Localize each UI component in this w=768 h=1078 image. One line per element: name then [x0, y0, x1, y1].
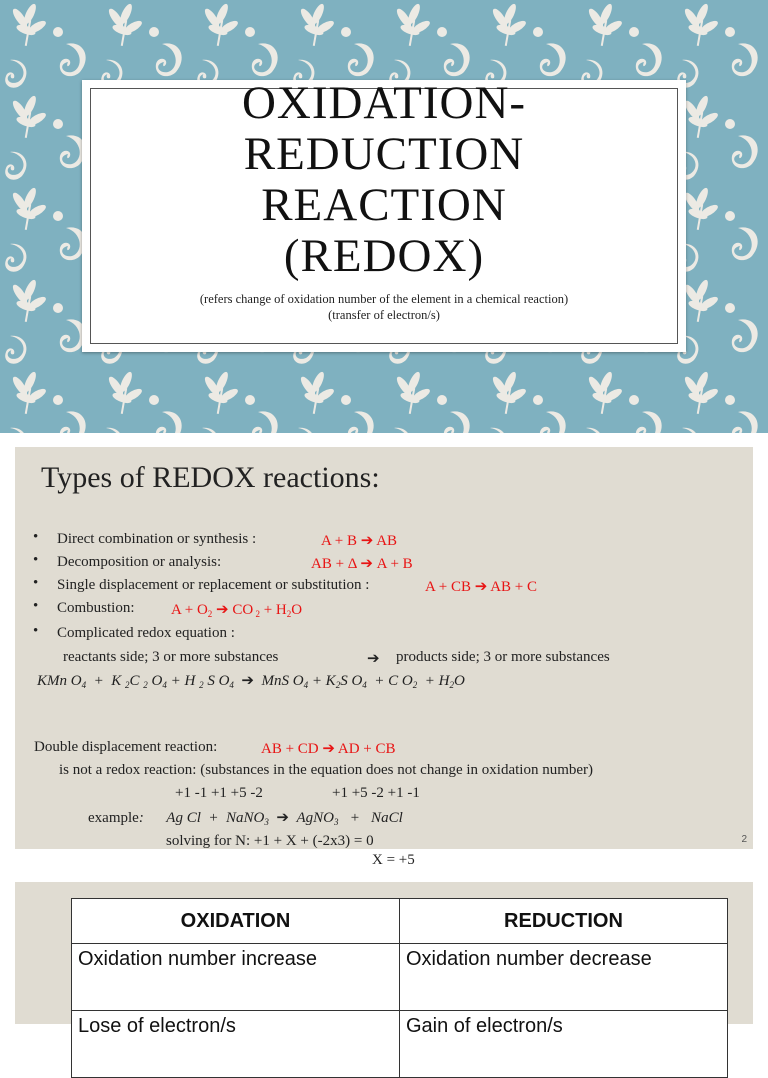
table-row	[72, 1011, 728, 1078]
header-oxidation: OXIDATION	[72, 899, 400, 944]
complicated-equation: KMn $O_4 + K$ $_2$C $_2$ $O_4 + H$ $_2$ S $O_4$ ➔ MnS $O_4 + K_2S$ $O_4 + C$ $O_2 + H_2O$	[37, 673, 465, 690]
slide-heading: Types of REDOX reactions:	[41, 461, 380, 494]
cell-reduction: Oxidation number decrease	[400, 944, 728, 1011]
x-value-text: X = +5	[372, 852, 415, 868]
bullet-dot: •	[33, 529, 39, 545]
title-line: (REDOX)	[283, 230, 485, 282]
comparison-slide	[15, 882, 753, 1037]
slide-title	[82, 78, 686, 282]
title-line: REDUCTION	[243, 128, 525, 180]
reactants-text: reactants side; 3 or more substances	[63, 649, 279, 665]
bullet-single-displacement-equation: A + CB ➔ AB + C	[425, 579, 538, 595]
cell-oxidation: Oxidation number increase	[72, 944, 400, 1011]
title-slide	[0, 0, 768, 433]
bullet-dot: •	[33, 552, 39, 568]
title-line: OXIDATION-	[241, 77, 527, 129]
bullet-synthesis-label: Direct combination or synthesis :	[57, 531, 257, 547]
oxidation-numbers-left: +1 -1 +1 +5 -2	[175, 785, 263, 801]
title-line: REACTION	[261, 179, 507, 231]
double-displacement-label: Double displacement reaction:	[34, 739, 218, 755]
table-header-row	[72, 899, 728, 944]
cell-reduction: Gain of electron/s	[400, 1011, 728, 1078]
cell-oxidation: Lose of electron/s	[72, 1011, 400, 1078]
oxidation-numbers-right: +1 +5 -2 +1 -1	[332, 785, 420, 801]
bullet-dot: •	[33, 598, 39, 614]
title-box	[82, 77, 686, 352]
oxidation-reduction-table	[71, 898, 728, 1078]
subtitle-definition: (refers change of oxidation number of the element in a chemical reaction)	[199, 292, 569, 306]
solving-text: solving for N: +1 + X + (-2x3) = 0	[166, 833, 374, 849]
bullet-synthesis-equation: A + B ➔ AB	[321, 533, 398, 549]
example-equation: example: Ag Cl + NaNO$_3$ ➔ AgNO$_3$ + NaCl	[88, 810, 403, 827]
products-text: products side; 3 or more substances	[396, 649, 610, 665]
bullet-decomposition-label: Decomposition or analysis:	[57, 554, 222, 570]
arrow-icon: ➔	[367, 651, 380, 667]
not-redox-text: is not a redox reaction: (substances in the equation does not change in oxidation number)	[59, 762, 594, 778]
types-slide	[15, 447, 753, 849]
double-displacement-equation: AB + CD ➔ AD + CB	[261, 741, 396, 757]
bullet-combustion-equation: $A + O_2$ ➔ CO $_2 + H_2O$	[171, 602, 303, 619]
table-row	[72, 944, 728, 1011]
page-number: 2	[741, 834, 747, 845]
bullet-decomposition-equation: AB + Δ ➔ A + B	[311, 556, 413, 572]
bullet-combustion-label: Combustion:	[57, 600, 135, 616]
bullet-single-displacement-label: Single displacement or replacement or substitution :	[57, 577, 370, 593]
header-reduction: REDUCTION	[400, 899, 728, 944]
subtitle-transfer: (transfer of electron/s)	[328, 308, 440, 322]
bullet-dot: •	[33, 623, 39, 639]
bullet-dot: •	[33, 575, 39, 591]
bullet-complicated-label: Complicated redox equation :	[57, 625, 235, 641]
